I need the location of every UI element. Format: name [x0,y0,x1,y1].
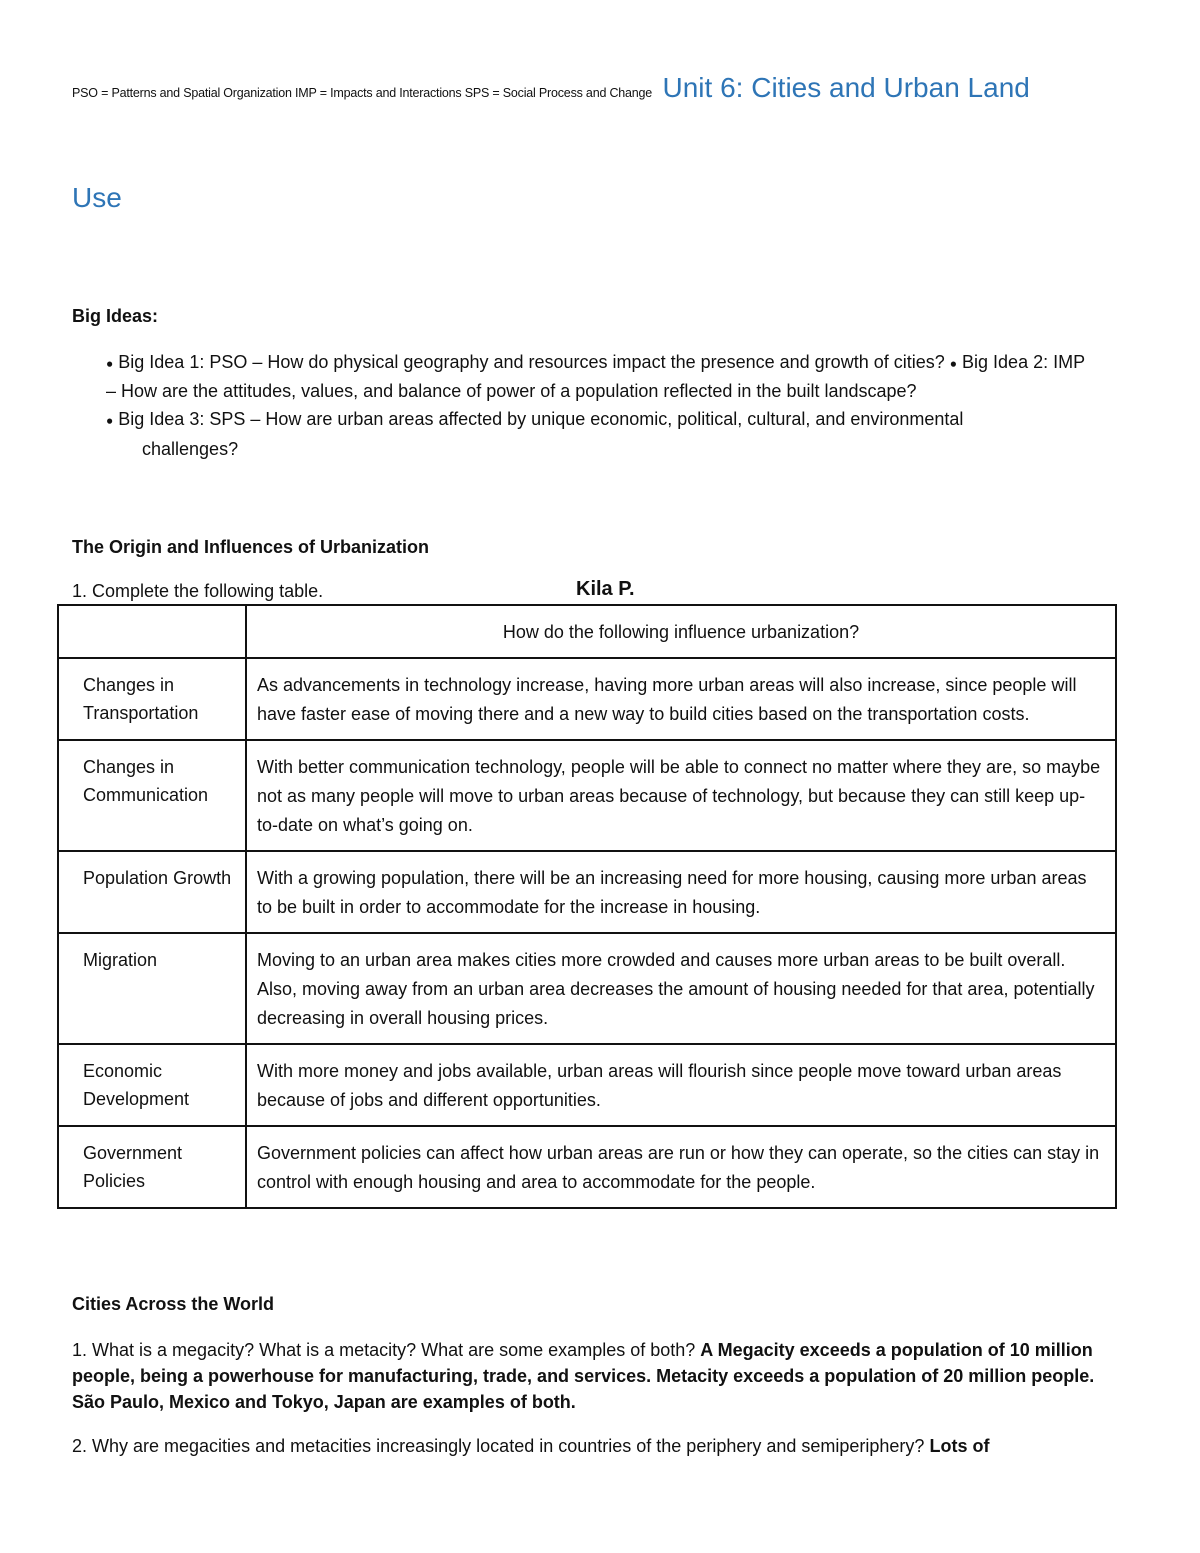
row-label: Economic Development [58,1044,246,1126]
section-heading-cities: Cities Across the World [72,1294,275,1314]
question-prompt: 2. Why are megacities and metacities increasingly located in countries of the periphery and semiperiphery? [72,1436,925,1456]
student-name: Kila P. [576,578,635,600]
table-header-row [58,605,1116,658]
table-row [58,1126,1116,1208]
big-ideas-first-paragraph [106,348,1086,405]
question-answer: A Megacity exceeds a population of 10 million people, being a powerhouse for manufacturing, trade, and services. Metacity exceeds a population of 20 million people. São Paulo, Mexico and Tokyo, Japan are examples of both. [72,1340,1095,1412]
unit-title-continued: Use [72,182,122,213]
table-instruction: 1. Complete the following table. [72,581,324,601]
big-ideas-heading: Big Ideas: [72,306,159,326]
row-label: Government Policies [58,1126,246,1208]
bullet-icon: ● [106,356,114,371]
big-idea-2: Big Idea 2: IMP – How are the attitudes, values, and balance of power of a population reflected in the built landscape? [106,352,1085,402]
table-row [58,933,1116,1044]
row-answer: With a growing population, there will be an increasing need for more housing, causing more urban areas to be built in order to accommodate for the increase in housing. [246,851,1116,933]
question-answer: Lots of [929,1436,990,1456]
row-answer: With more money and jobs available, urban areas will flourish since people move toward urban areas because of jobs and different opportunities. [246,1044,1116,1126]
big-idea-3-continued: challenges? [142,438,239,459]
table-header: How do the following influence urbanization? [246,605,1116,658]
row-label: Changes in Communication [58,740,246,851]
bullet-icon: ● [949,356,958,371]
table-row [58,1044,1116,1126]
question-prompt: 1. What is a megacity? What is a metacity? What are some examples of both? [72,1340,696,1360]
big-ideas-second-paragraph [106,405,1086,434]
section-heading-origin: The Origin and Influences of Urbanization [72,537,430,557]
row-label: Changes in Transportation [58,658,246,740]
row-label: Population Growth [58,851,246,933]
bullet-icon: ● [106,413,114,428]
table-row [58,851,1116,933]
cities-question-1 [72,1337,1132,1415]
big-idea-3: Big Idea 3: SPS – How are urban areas affected by unique economic, political, cultural, and environmental [118,409,964,430]
table-header-blank [58,605,246,658]
table-row [58,740,1116,851]
row-answer: Government policies can affect how urban areas are run or how they can operate, so the cities can stay in control with enough housing and area to accommodate for the people. [246,1126,1116,1208]
big-idea-1: Big Idea 1: PSO – How do physical geography and resources impact the presence and growth of cities? [118,352,945,372]
row-label: Migration [58,933,246,1044]
row-answer: As advancements in technology increase, having more urban areas will also increase, since people will have faster ease of moving there and a new way to build cities based on the transportation costs. [246,658,1116,740]
urbanization-influence-table [57,604,1117,1209]
unit-title: Unit 6: Cities and Urban Land [662,72,1030,103]
big-ideas-list [106,348,1086,463]
abbreviation-legend: PSO = Patterns and Spatial Organization IMP = Impacts and Interactions SPS = Social Process and Change [72,86,653,100]
table-row [58,658,1116,740]
row-answer: With better communication technology, people will be able to connect no matter where they are, so maybe not as many people will move to urban areas because of technology, but because they can still keep up-to-date on what’s going on. [246,740,1116,851]
row-answer: Moving to an urban area makes cities more crowded and causes more urban areas to be built overall. Also, moving away from an urban area decreases the amount of housing needed for that area, potentially decreasing in overall housing prices. [246,933,1116,1044]
header-line [72,72,1152,104]
cities-question-2 [72,1433,1132,1459]
